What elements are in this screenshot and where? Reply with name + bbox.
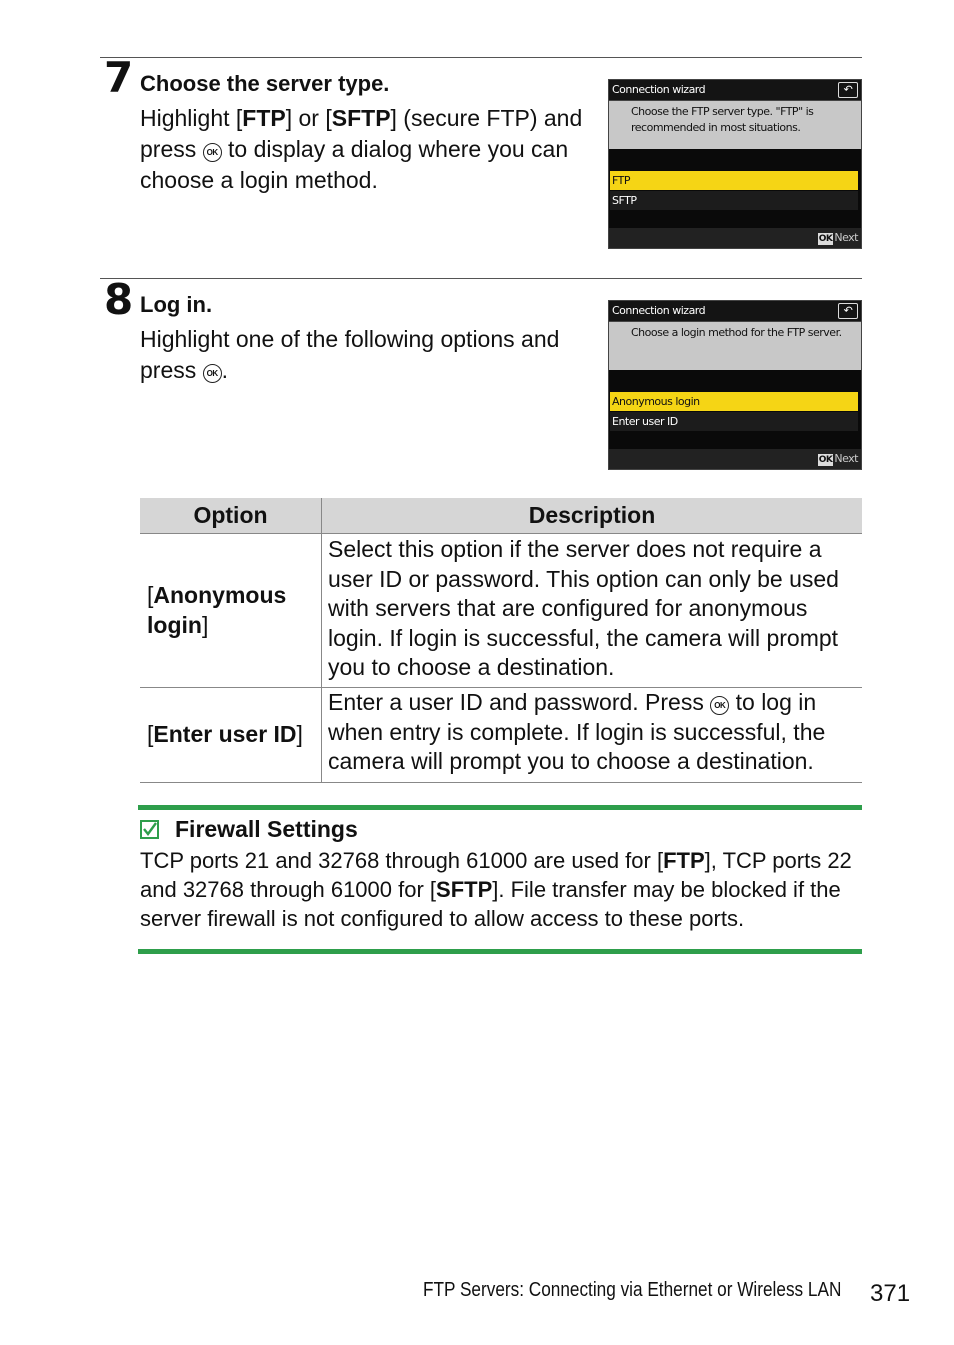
ok-button-icon: OK (203, 364, 222, 383)
screen-message: Choose a login method for the FTP server. (609, 322, 861, 370)
step-text: Highlight [FTP] or [SFTP] (secure FTP) and press OK to display a dialog where you can choose a login method. (140, 105, 583, 193)
note-top-bar (138, 805, 862, 810)
ok-icon: OK (818, 455, 833, 465)
step8-rule (100, 278, 862, 279)
ok-icon: OK (818, 234, 833, 244)
step-text: Highlight one of the following options and press OK . (140, 326, 560, 383)
option-cell: [Anonymous login] (140, 534, 322, 688)
screen-title-bar (609, 301, 861, 322)
step-number: 8 (104, 275, 134, 324)
table-row (140, 688, 862, 783)
description-cell: Enter a user ID and password. Press OK to log in when entry is complete. If login is successful, the camera will prompt you to choose a destination. (322, 688, 863, 783)
screen-message: Choose the FTP server type. "FTP" is recommended in most situations. (609, 101, 861, 149)
screen-title: Connection wizard (612, 304, 706, 317)
table-header-row (140, 498, 862, 534)
section-footer: FTP Servers: Connecting via Ethernet or Wireless LAN (423, 1279, 842, 1301)
screen-footer (609, 228, 861, 248)
option-cell: [Enter user ID] (140, 688, 322, 783)
camera-screen-login-method (608, 300, 862, 470)
step-heading: Log in. (140, 292, 213, 317)
back-icon[interactable]: ↶ (838, 82, 858, 98)
screen-title: Connection wizard (612, 83, 706, 96)
screen-footer (609, 449, 861, 469)
step-number: 7 (104, 53, 134, 102)
description-cell: Select this option if the server does not require a user ID or password. This option can only be used with servers that are configured for anonymous login. If login is successful, the camera will prompt you to choose a destination. (322, 534, 863, 688)
menu-item-enter-user-id[interactable]: Enter user ID (610, 412, 858, 431)
step7-rule (100, 57, 862, 58)
checkmark-icon (140, 820, 159, 839)
menu-item-sftp[interactable]: SFTP (610, 191, 858, 210)
step-heading: Choose the server type. (140, 71, 390, 96)
ok-button-icon: OK (203, 143, 222, 162)
note-bottom-bar (138, 949, 862, 954)
note-text: TCP ports 21 and 32768 through 61000 are used for [FTP], TCP ports 22 and 32768 through 61000 for [SFTP]. File transfer may be blocked if the server firewall is not configured to allow access to these ports. (140, 848, 852, 931)
header-option: Option (140, 498, 322, 534)
options-table (140, 498, 862, 783)
note-heading: Firewall Settings (140, 816, 358, 843)
menu-item-ftp[interactable]: FTP (610, 171, 858, 190)
next-button[interactable]: OK Next (818, 231, 858, 244)
page-number: 371 (870, 1280, 911, 1307)
header-description: Description (322, 498, 863, 534)
back-icon[interactable]: ↶ (838, 303, 858, 319)
ok-button-icon: OK (710, 696, 729, 715)
screen-title-bar (609, 80, 861, 101)
table-row (140, 534, 862, 688)
camera-screen-server-type (608, 79, 862, 249)
menu-item-anonymous-login[interactable]: Anonymous login (610, 392, 858, 411)
next-button[interactable]: OK Next (818, 452, 858, 465)
